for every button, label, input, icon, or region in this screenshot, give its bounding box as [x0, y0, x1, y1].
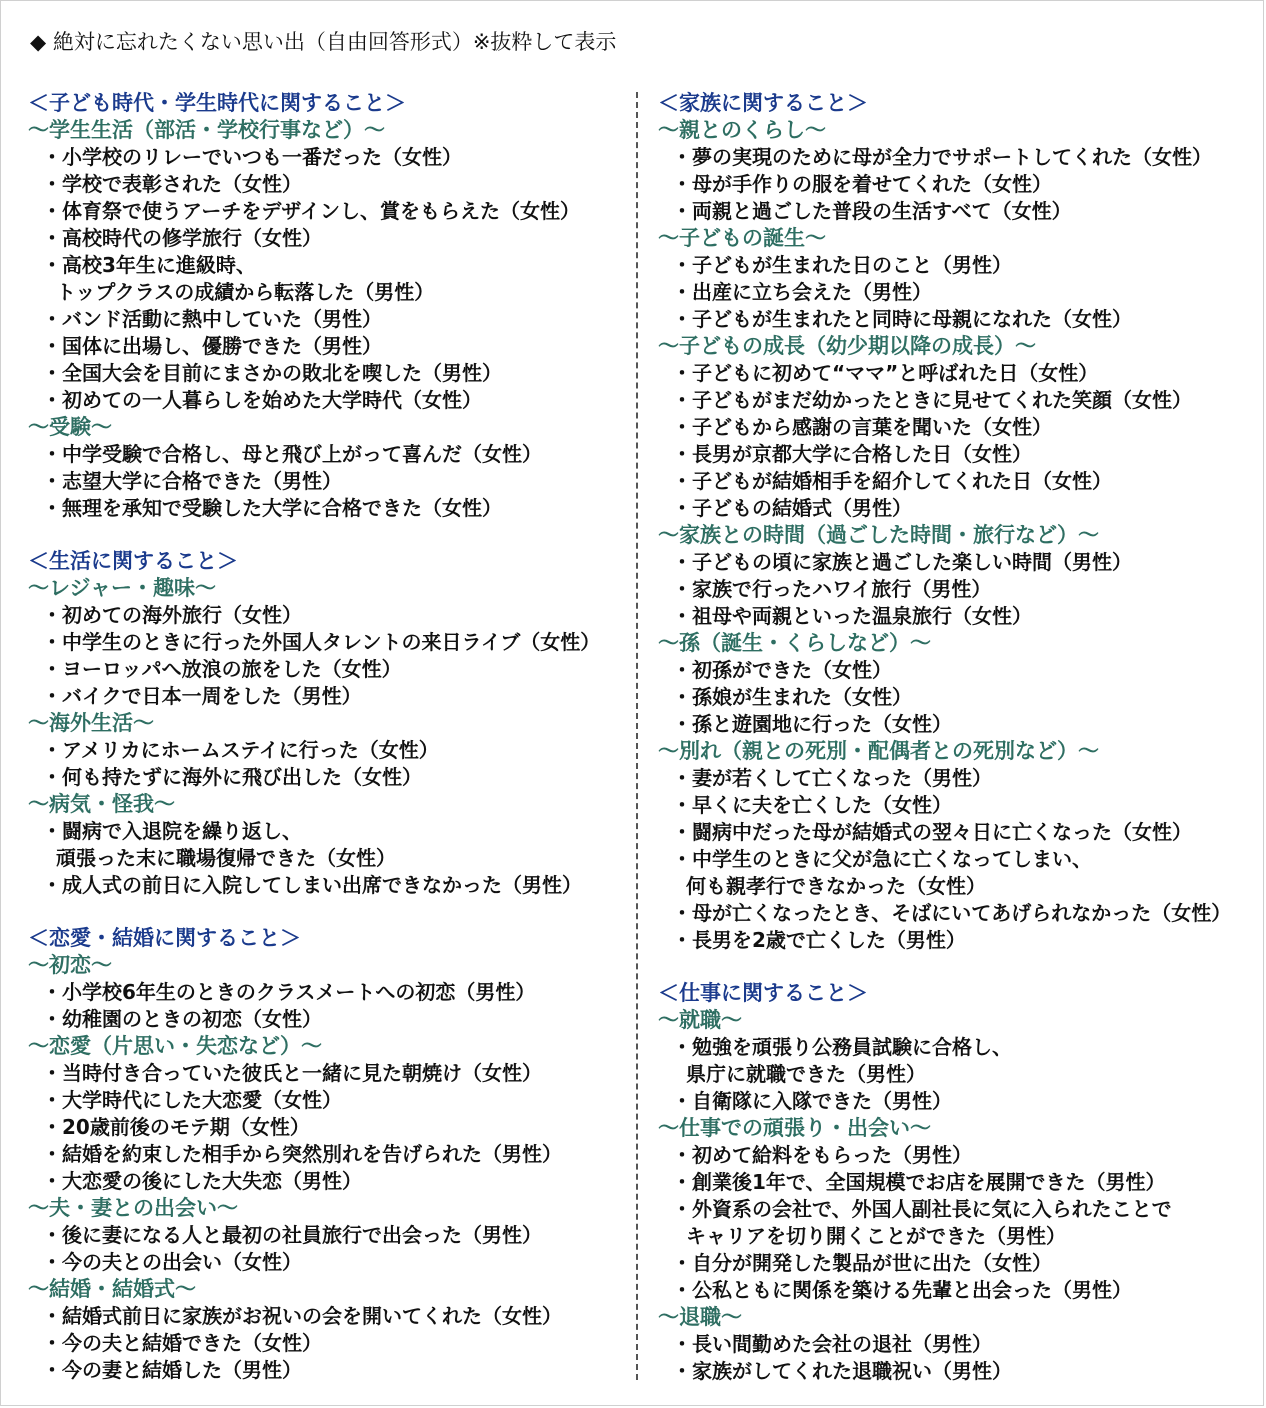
list-item: ・結婚を約束した相手から突然別れを告げられた（男性）: [42, 1142, 562, 1166]
list-item: ・中学生のときに行った外国人タレントの来日ライブ（女性）: [42, 630, 601, 654]
subcategory-heading: ～レジャー・趣味～: [28, 576, 217, 600]
subcategory-heading: ～受験～: [28, 415, 112, 439]
list-item: ・今の夫との出会い（女性）: [42, 1250, 302, 1274]
category-heading: ＜家族に関すること＞: [658, 91, 868, 115]
list-item: ・闘病で入退院を繰り返し、: [42, 819, 302, 843]
list-item: ・闘病中だった母が結婚式の翌々日に亡くなった（女性）: [672, 820, 1192, 844]
list-item: ・公私ともに関係を築ける先輩と出会った（男性）: [672, 1278, 1132, 1302]
list-item: ・孫と遊園地に行った（女性）: [672, 712, 952, 736]
list-item: ・子どもから感謝の言葉を聞いた（女性）: [672, 415, 1052, 439]
list-item: ・無理を承知で受験した大学に合格できた（女性）: [42, 496, 502, 520]
subcategory-heading: ～孫（誕生・くらしなど）～: [658, 631, 931, 655]
list-item-continuation: 県庁に就職できた（男性）: [686, 1062, 926, 1086]
list-item: ・外資系の会社で、外国人副社長に気に入られたことで: [672, 1197, 1172, 1221]
list-item: ・初孫ができた（女性）: [672, 658, 892, 682]
list-item: ・小学校のリレーでいつも一番だった（女性）: [42, 145, 462, 169]
list-item: ・両親と過ごした普段の生活すべて（女性）: [672, 199, 1072, 223]
list-item: ・ヨーロッパへ放浪の旅をした（女性）: [42, 657, 402, 681]
list-item: ・20歳前後のモテ期（女性）: [42, 1115, 310, 1139]
list-item: ・幼稚園のときの初恋（女性）: [42, 1007, 322, 1031]
section-gap: [658, 954, 1231, 980]
list-item: ・アメリカにホームステイに行った（女性）: [42, 738, 439, 762]
subcategory-heading: ～学生生活（部活・学校行事など）～: [28, 118, 385, 142]
list-item: ・国体に出場し、優勝できた（男性）: [42, 334, 382, 358]
list-item: ・志望大学に合格できた（男性）: [42, 469, 342, 493]
subcategory-heading: ～海外生活～: [28, 711, 154, 735]
list-item: ・子どもが結婚相手を紹介してくれた日（女性）: [672, 469, 1112, 493]
list-item: ・母が亡くなったとき、そばにいてあげられなかった（女性）: [672, 901, 1232, 925]
list-item: ・全国大会を目前にまさかの敗北を喫した（男性）: [42, 361, 502, 385]
list-item: ・初めての一人暮らしを始めた大学時代（女性）: [42, 388, 482, 412]
list-item: ・子どもの頃に家族と過ごした楽しい時間（男性）: [672, 550, 1132, 574]
list-item: ・今の妻と結婚した（男性）: [42, 1358, 302, 1382]
page-title: ◆ 絶対に忘れたくない思い出（自由回答形式）※抜粋して表示: [30, 30, 617, 54]
list-item-continuation: キャリアを切り開くことができた（男性）: [686, 1224, 1066, 1248]
list-item-continuation: トップクラスの成績から転落した（男性）: [56, 280, 435, 304]
column-divider: [636, 92, 638, 1380]
category-heading: ＜子ども時代・学生時代に関すること＞: [28, 91, 406, 115]
subcategory-heading: ～初恋～: [28, 953, 112, 977]
category-heading: ＜仕事に関すること＞: [658, 981, 868, 1005]
list-item: ・今の夫と結婚できた（女性）: [42, 1331, 322, 1355]
list-item: ・長男が京都大学に合格した日（女性）: [672, 442, 1032, 466]
list-item: ・高校3年生に進級時、: [42, 253, 256, 277]
subcategory-heading: ～恋愛（片思い・失恋など）～: [28, 1034, 322, 1058]
list-item: ・妻が若くして亡くなった（男性）: [672, 766, 992, 790]
category-heading: ＜生活に関すること＞: [28, 549, 238, 573]
list-item: ・祖母や両親といった温泉旅行（女性）: [672, 604, 1032, 628]
list-item-continuation: 頑張った末に職場復帰できた（女性）: [56, 846, 396, 870]
list-item: ・母が手作りの服を着せてくれた（女性）: [672, 172, 1052, 196]
subcategory-heading: ～結婚・結婚式～: [28, 1277, 196, 1301]
category-heading: ＜恋愛・結婚に関すること＞: [28, 926, 301, 950]
list-item: ・勉強を頑張り公務員試験に合格し、: [672, 1035, 1012, 1059]
list-item: ・自分が開発した製品が世に出た（女性）: [672, 1251, 1052, 1275]
list-item: ・子どもに初めて“ママ”と呼ばれた日（女性）: [672, 361, 1099, 385]
subcategory-heading: ～家族との時間（過ごした時間・旅行など）～: [658, 523, 1099, 547]
list-item: ・小学校6年生のときのクラスメートへの初恋（男性）: [42, 980, 536, 1004]
list-item: ・子どもがまだ幼かったときに見せてくれた笑顔（女性）: [672, 388, 1192, 412]
list-item: ・大恋愛の後にした大失恋（男性）: [42, 1169, 362, 1193]
list-item: ・中学生のときに父が急に亡くなってしまい、: [672, 847, 1092, 871]
subcategory-heading: ～子どもの成長（幼少期以降の成長）～: [658, 334, 1036, 358]
list-item: ・長い間勤めた会社の退社（男性）: [672, 1332, 992, 1356]
list-item-continuation: 何も親孝行できなかった（女性）: [686, 874, 986, 898]
list-item: ・バイクで日本一周をした（男性）: [42, 684, 362, 708]
list-item: ・初めての海外旅行（女性）: [42, 603, 302, 627]
list-item: ・後に妻になる人と最初の社員旅行で出会った（男性）: [42, 1223, 542, 1247]
list-item: ・子どもの結婚式（男性）: [672, 496, 912, 520]
section-gap: [28, 522, 600, 548]
list-item: ・中学受験で合格し、母と飛び上がって喜んだ（女性）: [42, 442, 542, 466]
subcategory-heading: ～子どもの誕生～: [658, 226, 826, 250]
right-column: [658, 90, 1231, 1385]
subcategory-heading: ～仕事での頑張り・出会い～: [658, 1116, 931, 1140]
list-item: ・孫娘が生まれた（女性）: [672, 685, 912, 709]
list-item: ・結婚式前日に家族がお祝いの会を開いてくれた（女性）: [42, 1304, 562, 1328]
list-item: ・夢の実現のために母が全力でサポートしてくれた（女性）: [672, 145, 1212, 169]
subcategory-heading: ～別れ（親との死別・配偶者との死別など）～: [658, 739, 1099, 763]
list-item: ・バンド活動に熱中していた（男性）: [42, 307, 382, 331]
list-item: ・子どもが生まれた日のこと（男性）: [672, 253, 1012, 277]
section-gap: [28, 899, 600, 925]
list-item: ・高校時代の修学旅行（女性）: [42, 226, 322, 250]
list-item: ・子どもが生まれたと同時に母親になれた（女性）: [672, 307, 1132, 331]
list-item: ・学校で表彰された（女性）: [42, 172, 302, 196]
list-item: ・出産に立ち会えた（男性）: [672, 280, 932, 304]
list-item: ・体育祭で使うアーチをデザインし、賞をもらえた（女性）: [42, 199, 580, 223]
list-item: ・早くに夫を亡くした（女性）: [672, 793, 952, 817]
subcategory-heading: ～病気・怪我～: [28, 792, 175, 816]
subcategory-heading: ～退職～: [658, 1305, 742, 1329]
subcategory-heading: ～就職～: [658, 1008, 742, 1032]
list-item: ・自衛隊に入隊できた（男性）: [672, 1089, 952, 1113]
list-item: ・何も持たずに海外に飛び出した（女性）: [42, 765, 422, 789]
list-item: ・成人式の前日に入院してしまい出席できなかった（男性）: [42, 873, 582, 897]
list-item: ・創業後1年で、全国規模でお店を展開できた（男性）: [672, 1170, 1166, 1194]
list-item: ・大学時代にした大恋愛（女性）: [42, 1088, 342, 1112]
left-column: [28, 90, 600, 1384]
subcategory-heading: ～親とのくらし～: [658, 118, 826, 142]
list-item: ・初めて給料をもらった（男性）: [672, 1143, 972, 1167]
list-item: ・家族がしてくれた退職祝い（男性）: [672, 1359, 1012, 1383]
list-item: ・当時付き合っていた彼氏と一緒に見た朝焼け（女性）: [42, 1061, 542, 1085]
list-item: ・長男を2歳で亡くした（男性）: [672, 928, 966, 952]
list-item: ・家族で行ったハワイ旅行（男性）: [672, 577, 992, 601]
subcategory-heading: ～夫・妻との出会い～: [28, 1196, 238, 1220]
